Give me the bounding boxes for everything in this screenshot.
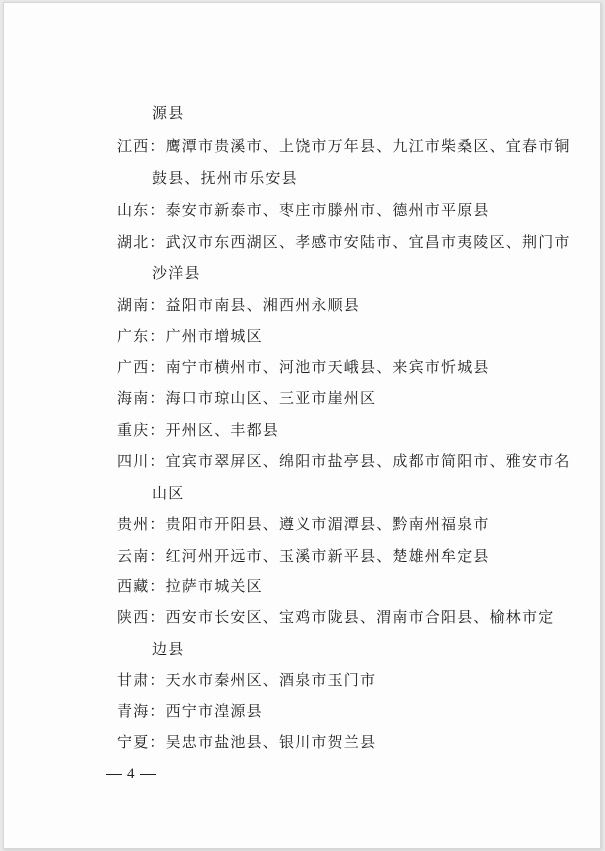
province-entry-guizhou <box>117 514 490 534</box>
province-entry-gansu <box>117 670 376 690</box>
province-entry-xizang <box>117 576 263 596</box>
province-label: 贵州 <box>117 515 150 533</box>
line-text: 南宁市横州市、河池市天峨县、来宾市忻城县 <box>165 358 490 376</box>
province-label: 西藏 <box>117 577 150 595</box>
province-entry-hainan <box>117 388 376 408</box>
province-label: 山东 <box>117 201 150 219</box>
province-label: 湖南 <box>117 296 150 314</box>
province-label: 广东 <box>117 327 150 345</box>
label-separator: ： <box>149 733 166 751</box>
line-text: 吴忠市盐池县、银川市贺兰县 <box>165 733 377 751</box>
label-separator: ： <box>149 515 166 533</box>
text-line <box>152 483 184 503</box>
label-separator: ： <box>149 327 166 345</box>
line-text: 益阳市南县、湘西州永顺县 <box>165 296 361 314</box>
province-entry-shaanxi <box>117 607 554 627</box>
line-text: 西宁市湟源县 <box>165 702 263 720</box>
province-entry-yunnan <box>117 546 490 566</box>
province-entry-ningxia <box>117 732 376 752</box>
label-separator: ： <box>149 608 166 626</box>
line-text: 山区 <box>152 484 185 502</box>
line-text: 西安市长安区、宝鸡市陇县、渭南市合阳县、榆林市定 <box>165 608 555 626</box>
line-text: 鼓县、抚州市乐安县 <box>152 169 298 187</box>
right-dash <box>140 774 156 775</box>
label-separator: ： <box>149 452 166 470</box>
province-label: 甘肃 <box>117 671 150 689</box>
line-text: 边县 <box>152 640 185 658</box>
province-label: 湖北 <box>117 233 150 251</box>
province-entry-qinghai <box>117 701 263 721</box>
province-entry-hubei <box>117 232 571 252</box>
page-number: 4 <box>127 766 135 782</box>
label-separator: ： <box>149 137 166 155</box>
document-page <box>3 2 601 849</box>
province-label: 广西 <box>117 358 150 376</box>
label-separator: ： <box>149 358 166 376</box>
text-line <box>152 263 201 283</box>
line-text: 宜宾市翠屏区、绵阳市盐亭县、成都市简阳市、雅安市名 <box>165 452 571 470</box>
line-text: 广州市增城区 <box>165 327 263 345</box>
province-label: 重庆 <box>117 421 150 439</box>
text-line <box>152 103 184 123</box>
province-label: 海南 <box>117 389 150 407</box>
label-separator: ： <box>149 233 166 251</box>
label-separator: ： <box>149 421 166 439</box>
label-separator: ： <box>149 547 166 565</box>
line-text: 武汉市东西湖区、孝感市安陆市、宜昌市夷陵区、荆门市 <box>165 233 571 251</box>
line-text: 红河州开远市、玉溪市新平县、楚雄州牟定县 <box>165 547 490 565</box>
province-entry-guangdong <box>117 326 263 346</box>
province-label: 陕西 <box>117 608 150 626</box>
left-dash <box>106 774 122 775</box>
label-separator: ： <box>149 671 166 689</box>
line-text: 贵阳市开阳县、遵义市湄潭县、黔南州福泉市 <box>165 515 490 533</box>
province-entry-chongqing <box>117 420 279 440</box>
label-separator: ： <box>149 702 166 720</box>
line-text: 沙洋县 <box>152 264 201 282</box>
page-number-footer <box>101 763 161 784</box>
province-entry-guangxi <box>117 357 490 377</box>
province-entry-shandong <box>117 200 490 220</box>
text-line <box>152 168 298 188</box>
label-separator: ： <box>149 577 166 595</box>
province-label: 云南 <box>117 547 150 565</box>
line-text: 源县 <box>152 104 185 122</box>
line-text: 拉萨市城关区 <box>165 577 263 595</box>
label-separator: ： <box>149 296 166 314</box>
text-line <box>152 639 184 659</box>
province-label: 江西 <box>117 137 150 155</box>
line-text: 天水市秦州区、酒泉市玉门市 <box>165 671 377 689</box>
line-text: 海口市琼山区、三亚市崖州区 <box>165 389 377 407</box>
province-entry-jiangxi <box>117 136 571 156</box>
province-entry-sichuan <box>117 451 571 471</box>
province-entry-hunan <box>117 295 360 315</box>
line-text: 泰安市新泰市、枣庄市滕州市、德州市平原县 <box>165 201 490 219</box>
province-label: 青海 <box>117 702 150 720</box>
line-text: 鹰潭市贵溪市、上饶市万年县、九江市柴桑区、宜春市铜 <box>165 137 571 155</box>
province-label: 四川 <box>117 452 150 470</box>
label-separator: ： <box>149 389 166 407</box>
label-separator: ： <box>149 201 166 219</box>
province-label: 宁夏 <box>117 733 150 751</box>
line-text: 开州区、丰都县 <box>165 421 280 439</box>
